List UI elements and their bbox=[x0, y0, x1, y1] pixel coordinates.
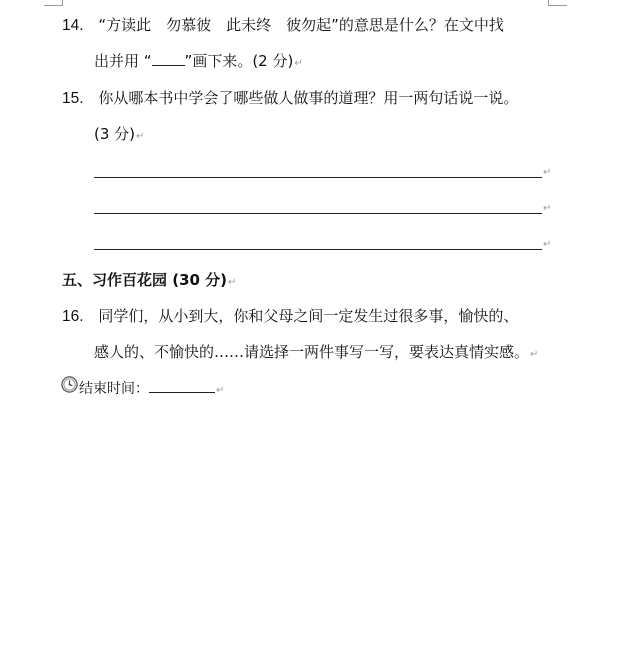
q14-text-line1: “方读此 勿慕彼 此未终 彼勿起”的意思是什么？在文中找 bbox=[98, 16, 504, 34]
clock-icon bbox=[61, 376, 78, 393]
paragraph-mark: ↵ bbox=[543, 203, 552, 214]
q15-line2 bbox=[94, 124, 144, 147]
q15-answer-line-1[interactable] bbox=[94, 177, 542, 178]
paragraph-mark: ↵ bbox=[216, 385, 225, 396]
q14-text-line2a: 出并用 “ bbox=[94, 52, 152, 70]
end-time-line bbox=[79, 378, 224, 401]
section5-title: 五、习作百花园 (30 分) bbox=[62, 271, 228, 289]
q15-answer-line-2[interactable] bbox=[94, 213, 542, 214]
paragraph-mark: ↵ bbox=[136, 131, 145, 142]
q16-line1 bbox=[62, 306, 518, 327]
section5-heading bbox=[62, 270, 236, 293]
q16-text-line2: 感人的、不愉快的……请选择一两件事写一写，要表达真情实感。 bbox=[94, 343, 530, 361]
paragraph-mark: ↵ bbox=[228, 277, 237, 288]
q16-number: 16. bbox=[62, 308, 84, 325]
q14-line2 bbox=[94, 51, 303, 74]
q16-line2 bbox=[94, 342, 538, 365]
paragraph-mark: ↵ bbox=[530, 349, 539, 360]
q15-text-line2: (3 分) bbox=[94, 125, 136, 143]
q15-answer-line-3[interactable] bbox=[94, 249, 542, 250]
crop-mark-left bbox=[62, 0, 63, 6]
end-time-blank[interactable] bbox=[149, 378, 215, 393]
q15-number: 15. bbox=[62, 90, 84, 107]
q14-answer-blank[interactable] bbox=[152, 51, 185, 66]
paragraph-mark: ↵ bbox=[294, 58, 303, 69]
paragraph-mark: ↵ bbox=[543, 239, 552, 250]
q15-line1 bbox=[62, 88, 518, 109]
crop-mark-left-h bbox=[44, 5, 62, 6]
end-time-label: 结束时间： bbox=[79, 381, 149, 397]
q15-text-line1: 你从哪本书中学会了哪些做人做事的道理？用一两句话说一说。 bbox=[98, 89, 519, 107]
q14-number: 14. bbox=[62, 17, 84, 34]
q16-text-line1: 同学们，从小到大，你和父母之间一定发生过很多事，愉快的、 bbox=[98, 307, 519, 325]
q14-line1 bbox=[62, 15, 504, 36]
q14-text-line2b: ”画下来。(2 分) bbox=[184, 52, 294, 70]
paragraph-mark: ↵ bbox=[543, 167, 552, 178]
crop-mark-right-h bbox=[549, 5, 567, 6]
